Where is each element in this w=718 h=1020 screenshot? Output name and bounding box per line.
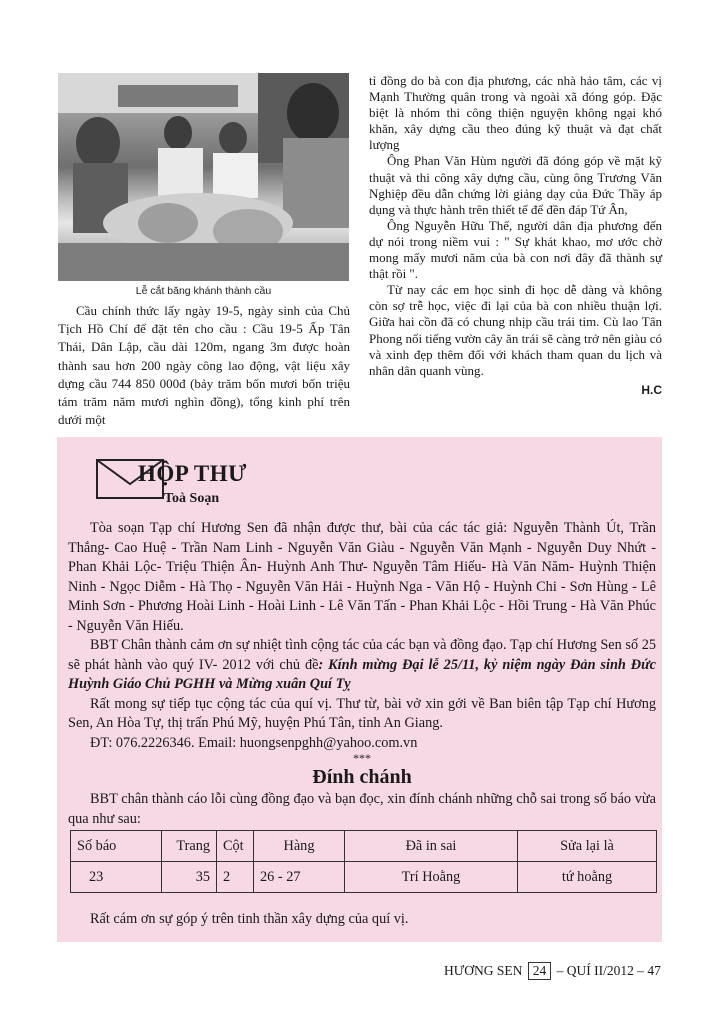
errata-header-row bbox=[71, 831, 657, 862]
mailbox-contact: ĐT: 076.2226346. Email: huongsenpghh@yahoo.com.vn bbox=[90, 734, 418, 751]
table-row bbox=[71, 862, 657, 893]
section-divider: *** bbox=[353, 751, 371, 765]
photo-caption: Lễ cắt băng khánh thành cầu bbox=[135, 285, 272, 297]
article-right-column bbox=[369, 73, 662, 379]
article-paragraph: Ông Nguyễn Hữu Thế, người dân địa phương đến dự nói trong niềm vui : " Sự khát khao, mơ ước chờ mong mấy mươi năm của bà con nơi đây đã thành sự thật rồi ". bbox=[369, 217, 662, 282]
errata-title: Đính chánh bbox=[312, 766, 412, 788]
issue-number: 24 bbox=[528, 962, 552, 980]
mailbox-body bbox=[68, 519, 656, 829]
article-left-column bbox=[58, 302, 350, 429]
mailbox-thanks-paragraph bbox=[68, 636, 656, 695]
table-cell: Trí Hoằng bbox=[345, 862, 518, 893]
table-cell: 26 - 27 bbox=[254, 862, 345, 893]
header-cell: Số báo bbox=[71, 831, 162, 862]
header-cell: Hàng bbox=[254, 831, 345, 862]
errata-thanks: Rất cám ơn sự góp ý trên tinh thần xây dựng của quí vị. bbox=[90, 911, 409, 927]
errata-table bbox=[70, 830, 657, 893]
photo-scene bbox=[58, 73, 349, 281]
table-cell: 2 bbox=[217, 862, 254, 893]
header-cell: Trang bbox=[162, 831, 217, 862]
article-signature: H.C bbox=[641, 383, 662, 397]
header-cell: Sửa lại là bbox=[518, 831, 657, 862]
article-paragraph: tỉ đồng do bà con địa phương, các nhà hảo tâm, các vị Mạnh Thường quân trong và ngoài xã đóng góp. Đặc biệt là nhóm thi công thiện nguyện không ngại khó khăn, xây dựng cầu theo đúng kỹ thuật và đạt chất lượng bbox=[369, 73, 662, 153]
table-cell: tứ hoằng bbox=[518, 862, 657, 893]
ribbon-cutting-photo bbox=[58, 73, 349, 281]
article-paragraph: Cầu chính thức lấy ngày 19-5, ngày sinh của Chủ Tịch Hồ Chí để đặt tên cho cầu : Cầu 19-5 Ấp Tân Thái, Dân Lập, cầu dài 120m, ngang 3m được hoàn thành sau hơn 200 ngày công lao động, vật liệu xây dựng cầu 744 850 000đ (bảy trăm bốn mươi bốn triệu tám trăm năm mươi nghìn đồng), tổng kinh phí trên dưới một bbox=[58, 303, 350, 428]
issue-theme: : Kính mừng Đại lễ 25/11, kỷ niệm ngày Đản sinh Đức Huỳnh Giáo Chủ PGHH và Mừng xuân Quí Tỵ bbox=[68, 656, 656, 692]
page-footer bbox=[444, 962, 661, 980]
page-number: 47 bbox=[647, 963, 661, 978]
thanks-text: BBT Chân thành cảm ơn sự nhiệt tình cộng tác của các bạn và đồng đạo. Tạp chí Hương Sen số 25 sẽ phát hành vào quý IV- 2012 với chủ đề bbox=[68, 637, 656, 673]
header-cell: Cột bbox=[217, 831, 254, 862]
article-paragraph: Ông Phan Văn Hùm người đã đóng góp về mặt kỹ thuật và thi công xây dựng cầu, cùng ông Trương Văn Nghiệp đều dẫn chứng lời giảng dạy của Đức Thầy áp dụng và thực hành trên thiết tế để đền đáp Tứ Ân, bbox=[369, 153, 662, 217]
errata-intro: BBT chân thành cáo lỗi cùng đồng đạo và bạn đọc, xin đính chánh những chỗ sai trong số báo vừa qua như sau: bbox=[68, 791, 656, 827]
mailbox-subtitle: Toà Soạn bbox=[164, 491, 220, 506]
header-cell: Đã in sai bbox=[345, 831, 518, 862]
mailbox-title: HỘP THƯ bbox=[138, 461, 247, 486]
magazine-name: HƯƠNG SEN bbox=[444, 963, 523, 978]
table-cell: 35 bbox=[162, 862, 217, 893]
table-cell: 23 bbox=[71, 862, 162, 893]
article-paragraph: Từ nay các em học sinh đi học dễ dàng và không còn sợ trễ học, việc đi lại của bà con nhiều thuận lợi. Giữa hai cồn đã có chung nhịp cầu trái tim. Cù lao Tân Phong nổi tiếng vườn cây ăn trái sẽ càng trở nên giàu có và xinh đẹp thêm đối với khách tham quan du lịch và nhân dân quanh vùng. bbox=[369, 282, 662, 378]
mailbox-authors-paragraph: Tòa soạn Tạp chí Hương Sen đã nhận được thư, bài của các tác giả: Nguyễn Thành Út, Trần Thắng- Cao Huệ - Trần Nam Linh - Nguyễn Văn Giàu - Nguyễn Văn Mạnh - Nguyễn Duy Nhứt - Phan Khải Lộc- Triệu Thiện Ân- Huỳnh Anh Thư- Nguyễn Tâm Hiếu- Hà Văn Năm- Huỳnh Thiện Ninh - Ngọc Diễm - Hà Thọ - Nguyễn Văn Hải - Huỳnh Nga - Văn Hộ - Huỳnh Chi - Sơn Hùng - Lê Minh Sơn - Phương Hoài Linh - Hoài Linh - Lê Văn Tấn - Phan Khải Lộc - Hồi Trung - Hà Văn Phúc - Nguyễn Văn Hiếu. bbox=[68, 520, 656, 634]
issue-quarter: – QUÍ II/2012 – bbox=[556, 963, 644, 978]
mailbox-address-paragraph: Rất mong sự tiếp tục cộng tác của quí vị. Thư từ, bài vở xin gởi về Ban biên tập Tạp chí Hương Sen, An Hòa Tự, thị trấn Phú Mỹ, huyện Phú Tân, tỉnh An Giang. bbox=[68, 695, 656, 731]
